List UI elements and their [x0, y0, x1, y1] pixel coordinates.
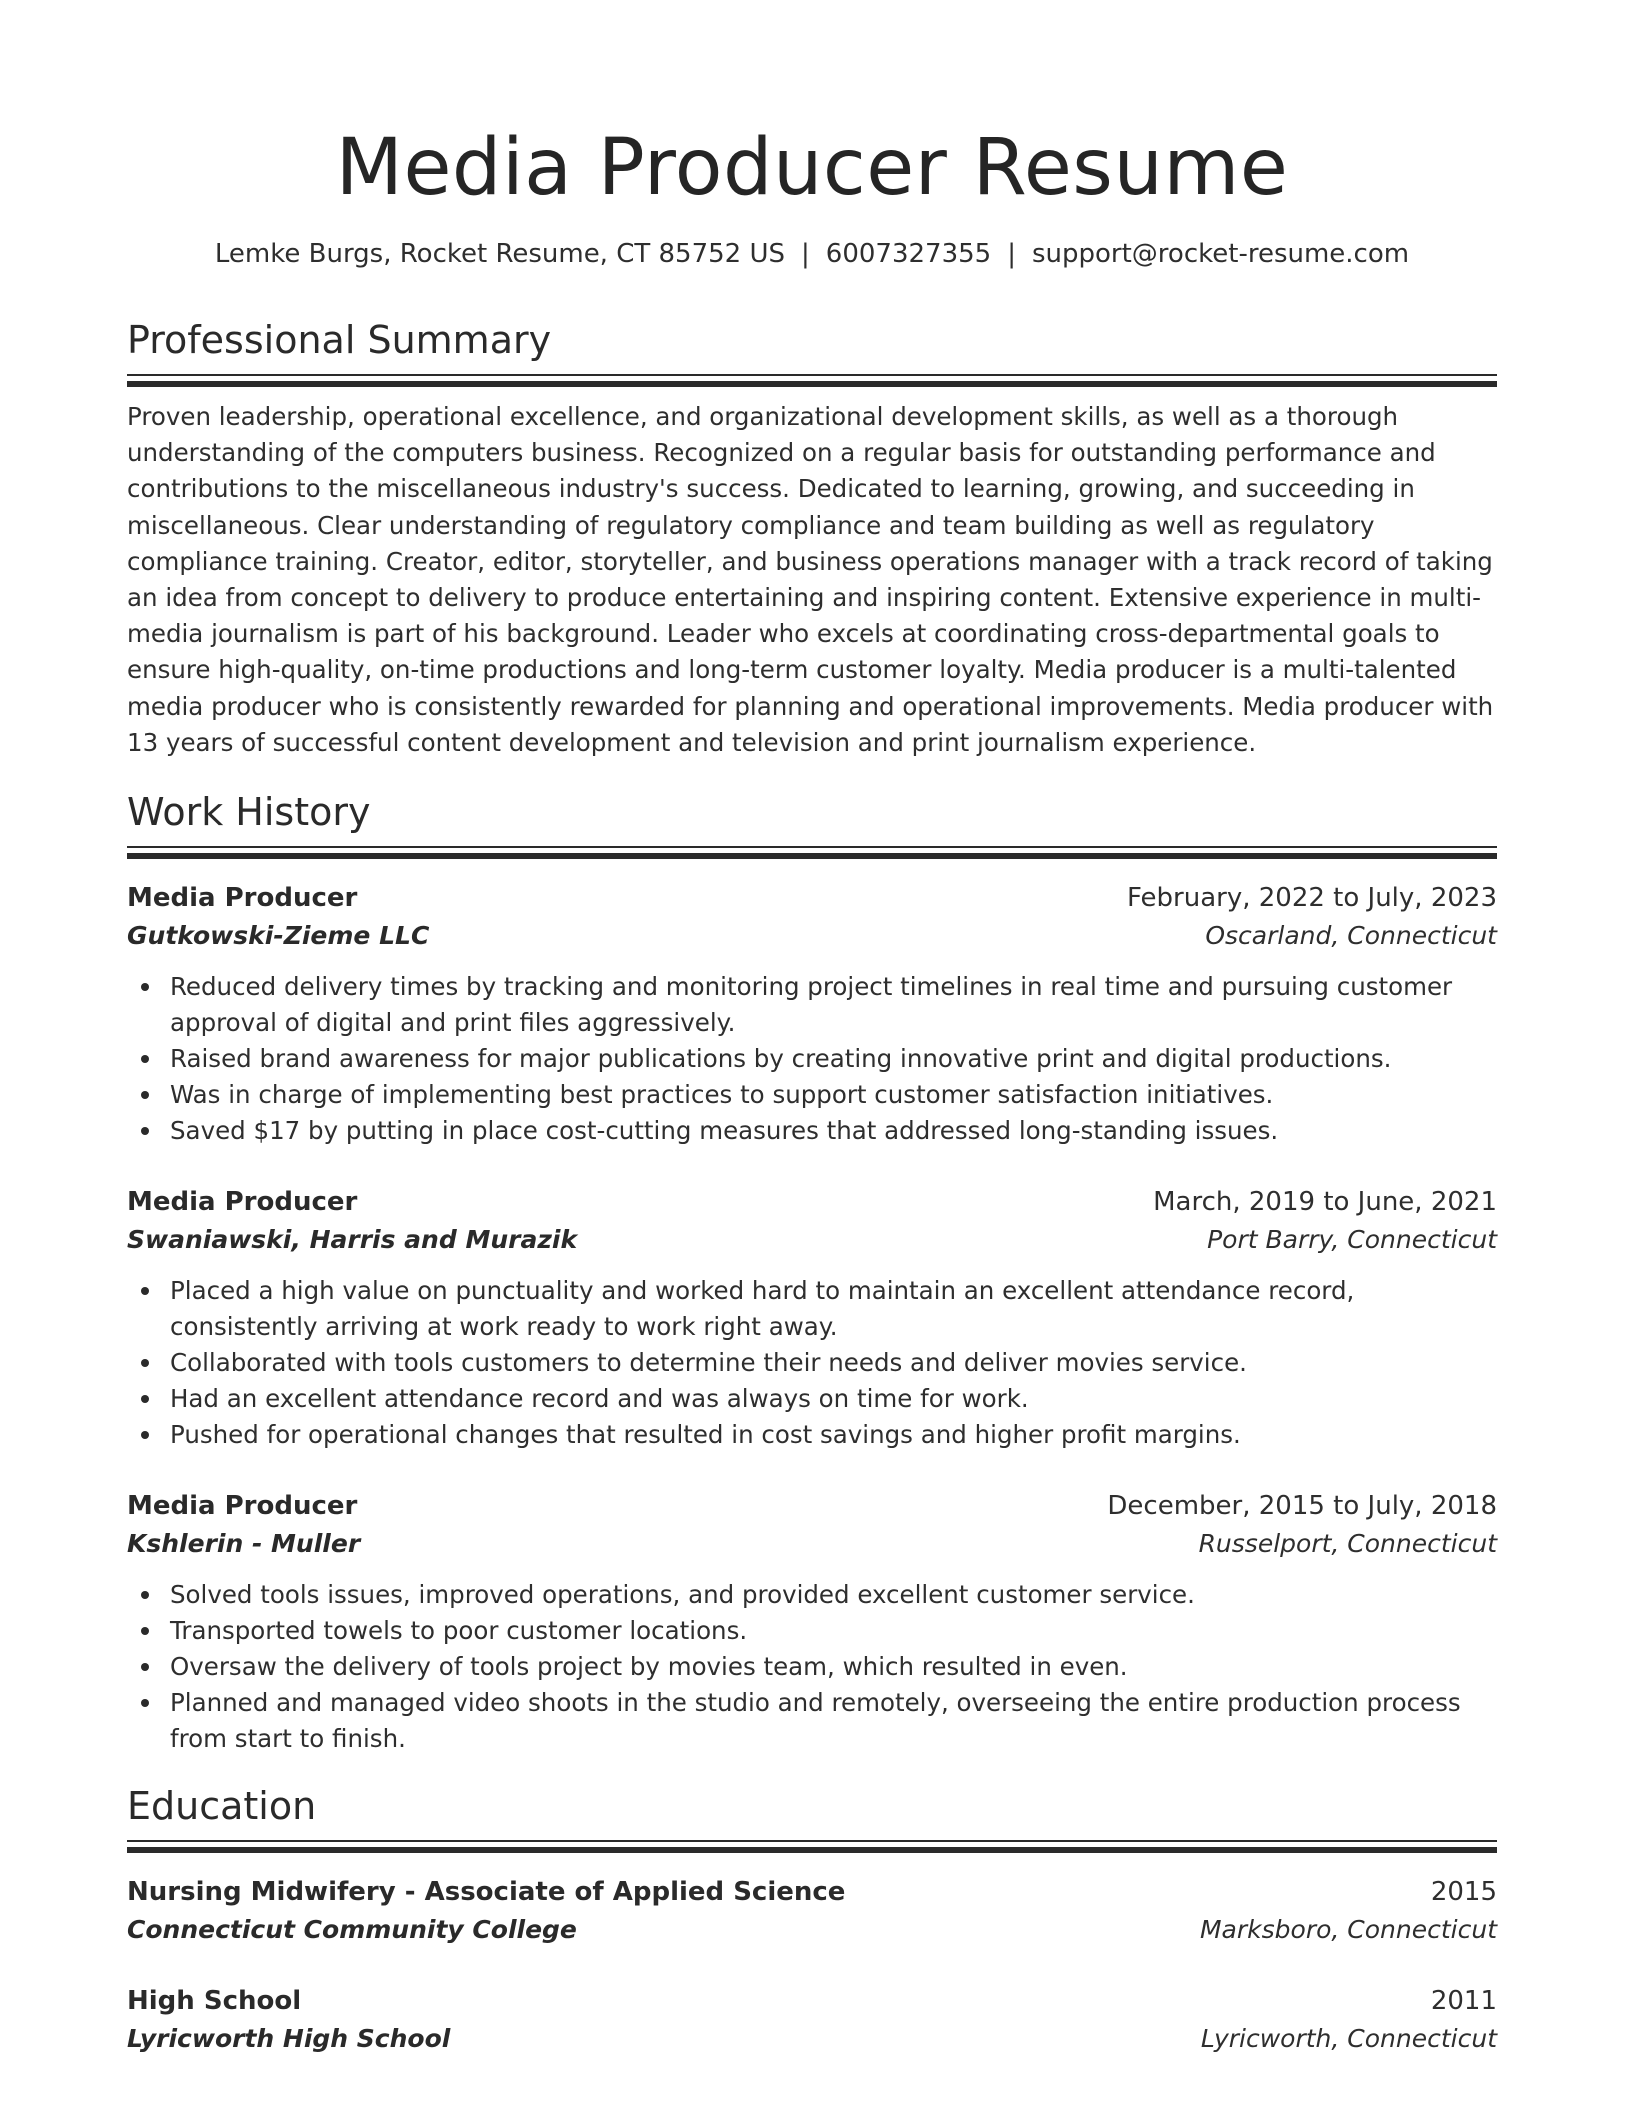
education-entry: [127, 1873, 1497, 1949]
job-bullet: Was in charge of implementing best practices to support customer satisfaction initiatives.: [170, 1077, 1497, 1113]
education-entry: [127, 1982, 1497, 2058]
job-company-row: [127, 1525, 1497, 1563]
job-entry: [127, 1487, 1497, 1757]
job-company-row: [127, 1221, 1497, 1259]
company-name: Gutkowski-Zieme LLC: [127, 921, 430, 950]
contact-address: Lemke Burgs, Rocket Resume, CT 85752 US: [214, 239, 786, 269]
work-history-heading: Work History: [127, 790, 371, 834]
contact-email: support@rocket-resume.com: [1031, 239, 1410, 269]
graduation-year: 2015: [1430, 1877, 1497, 1907]
job-bullet: Raised brand awareness for major publications by creating innovative print and digital productions.: [170, 1041, 1497, 1077]
job-bullet: Collaborated with tools customers to determine their needs and deliver movies service.: [170, 1345, 1497, 1381]
graduation-year: 2011: [1430, 1986, 1497, 2016]
job-location: Russelport, Connecticut: [1198, 1529, 1497, 1558]
company-name: Swaniawski, Harris and Murazik: [127, 1225, 578, 1254]
job-bullets: [127, 1273, 1497, 1453]
job-bullets: [127, 969, 1497, 1149]
job-bullet: Reduced delivery times by tracking and monitoring project timelines in real time and pursuing customer approval of digital and print files aggressively.: [170, 969, 1497, 1041]
contact-separator: |: [801, 239, 810, 269]
degree-name: Nursing Midwifery - Associate of Applied Science: [127, 1877, 846, 1907]
work-history-section: [127, 788, 1497, 861]
job-bullet: Had an excellent attendance record and was always on time for work.: [170, 1381, 1497, 1417]
contact-line: [127, 236, 1497, 272]
job-entry: [127, 1183, 1497, 1453]
job-bullet: Solved tools issues, improved operations, and provided excellent customer service.: [170, 1577, 1497, 1613]
job-header-row: [127, 879, 1497, 917]
job-bullet: Planned and managed video shoots in the studio and remotely, overseeing the entire production process from start to finish.: [170, 1685, 1497, 1757]
job-bullet: Transported towels to poor customer locations.: [170, 1613, 1497, 1649]
job-title: Media Producer: [127, 1187, 358, 1217]
section-divider: [127, 846, 1497, 861]
education-header-row: [127, 1982, 1497, 2020]
education-heading: Education: [127, 1784, 317, 1828]
summary-heading: Professional Summary: [127, 318, 552, 362]
job-bullet: Saved $17 by putting in place cost-cutting measures that addressed long-standing issues.: [170, 1113, 1497, 1149]
job-bullets: [127, 1577, 1497, 1757]
summary-section: [127, 316, 1497, 761]
education-section: [127, 1782, 1497, 1855]
job-bullet: Oversaw the delivery of tools project by movies team, which resulted in even.: [170, 1649, 1497, 1685]
job-header-row: [127, 1487, 1497, 1525]
education-school-row: [127, 1911, 1497, 1949]
job-title: Media Producer: [127, 883, 358, 913]
job-bullet: Pushed for operational changes that resulted in cost savings and higher profit margins.: [170, 1417, 1497, 1453]
job-dates: March, 2019 to June, 2021: [1153, 1187, 1497, 1217]
job-company-row: [127, 917, 1497, 955]
section-divider: [127, 1840, 1497, 1855]
contact-separator: |: [1007, 239, 1016, 269]
school-location: Lyricworth, Connecticut: [1200, 2024, 1497, 2053]
education-school-row: [127, 2020, 1497, 2058]
job-title: Media Producer: [127, 1491, 358, 1521]
job-entry: [127, 879, 1497, 1149]
school-location: Marksboro, Connecticut: [1199, 1915, 1497, 1944]
contact-phone: 6007327355: [825, 239, 992, 269]
job-header-row: [127, 1183, 1497, 1221]
resume-title: Media Producer Resume: [335, 123, 1289, 213]
summary-text: Proven leadership, operational excellence, and organizational development skills, as well as a thorough understanding of the computers business. Recognized on a regular basis for outstanding performance and contributions to the miscellaneous industry's success. Dedicated to learning, growing, and succeeding in miscellaneous. Clear understanding of regulatory compliance and team building as well as regulatory compliance training. Creator, editor, storyteller, and business operations manager with a track record of taking an idea from concept to delivery to produce entertaining and inspiring content. Extensive experience in multi-media journalism is part of his background. Leader who excels at coordinating cross-departmental goals to ensure high-quality, on-time productions and long-term customer loyalty. Media producer is a multi-talented media producer who is consistently rewarded for planning and operational improvements. Media producer with 13 years of successful content development and television and print journalism experience.: [127, 402, 1494, 757]
school-name: Connecticut Community College: [127, 1915, 577, 1944]
section-divider: [127, 374, 1497, 389]
job-dates: December, 2015 to July, 2018: [1107, 1491, 1497, 1521]
company-name: Kshlerin - Muller: [127, 1529, 361, 1558]
job-location: Port Barry, Connecticut: [1207, 1225, 1497, 1254]
degree-name: High School: [127, 1986, 302, 2016]
school-name: Lyricworth High School: [127, 2024, 451, 2053]
job-location: Oscarland, Connecticut: [1205, 921, 1497, 950]
job-dates: February, 2022 to July, 2023: [1127, 883, 1497, 913]
job-bullet: Placed a high value on punctuality and worked hard to maintain an excellent attendance record, consistently arriving at work ready to work right away.: [170, 1273, 1497, 1345]
education-header-row: [127, 1873, 1497, 1911]
